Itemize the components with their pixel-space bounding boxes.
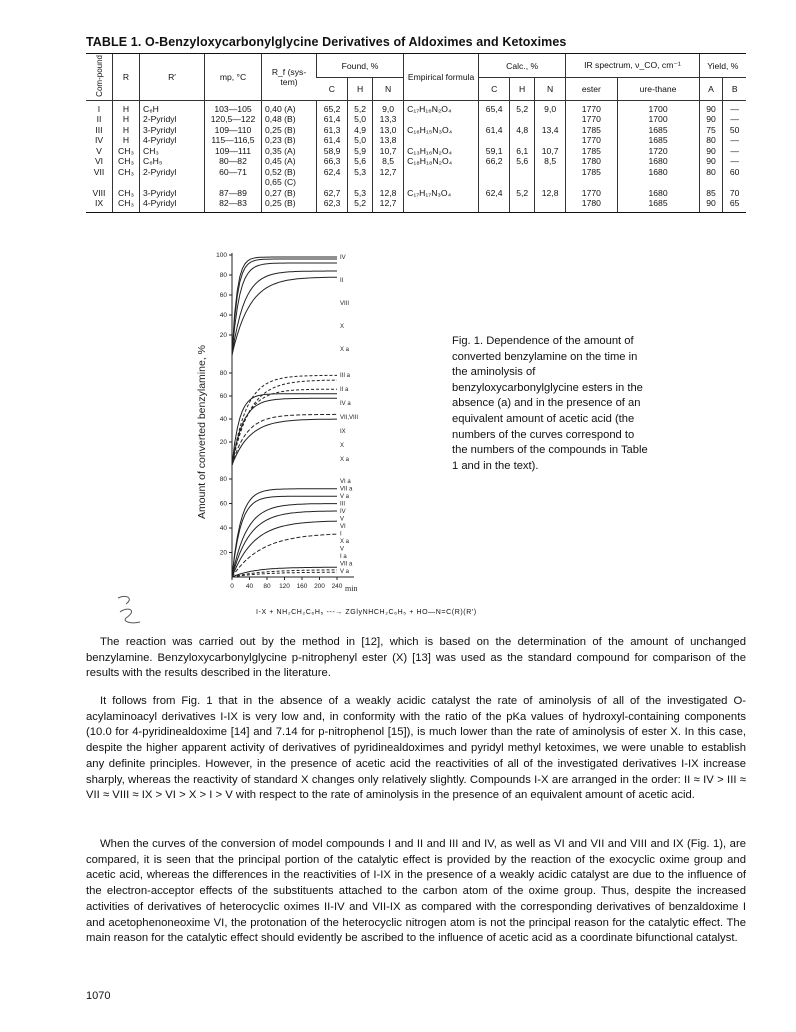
table-cell-cn: 10,7: [535, 146, 566, 157]
table-cell-r: CH₃: [113, 188, 140, 199]
derivatives-table: [86, 53, 746, 213]
figure-curve-label: I a: [340, 554, 347, 560]
table-cell-ure: 1685: [617, 125, 699, 136]
table-cell-mp: 103—105: [205, 100, 262, 114]
figure-x-tick-label: 240: [331, 583, 343, 590]
table-row: [86, 167, 746, 188]
table-cell-formula: [404, 135, 479, 146]
table-cell-ya: 90: [699, 100, 723, 114]
table-row: [86, 146, 746, 157]
table-cell-formula: [404, 198, 479, 212]
table-row: [86, 156, 746, 167]
figure-curve-label: X: [340, 324, 345, 330]
table-cell-ch: 6,1: [510, 146, 535, 157]
figure-curve-label: VII,VIII: [340, 415, 359, 421]
table-cell-fh: 5,2: [348, 198, 373, 212]
figure-x-tick-label: 160: [296, 583, 308, 590]
table-cell-ester: 1785: [566, 167, 617, 188]
table-cell-comp: III: [95, 124, 103, 135]
figure-curve: [232, 394, 337, 465]
table-cell-ure: 1685: [617, 198, 699, 212]
figure-curve-label: III: [340, 501, 346, 508]
table-cell-cc: 61,4: [479, 125, 510, 136]
table-cell-rf-alt: 0,65 (C): [265, 177, 297, 188]
table-cell-ya: 75: [699, 125, 723, 136]
table-cell-fh: 5,6: [348, 156, 373, 167]
table-title: TABLE 1. O-Benzyloxycarbonylglycine Derivatives of Aldoximes and Ketoximes: [86, 35, 567, 49]
table-cell-rf: 0,25 (B): [262, 198, 317, 212]
table-cell-fh: 5,9: [348, 146, 373, 157]
table-row: [86, 188, 746, 199]
col-yield-a: A: [699, 78, 723, 101]
table-cell-rf: 0,40 (A): [262, 100, 317, 114]
figure-y-tick-label: 20: [219, 439, 227, 446]
col-ester: ester: [566, 78, 617, 101]
table-cell-fn: 8,5: [372, 156, 403, 167]
table-cell-fc: 61,4: [317, 135, 348, 146]
table-cell-fh: 5,0: [348, 135, 373, 146]
figure-curve: [232, 380, 337, 465]
figure-curve-label: III a: [340, 373, 351, 379]
figure-curve: [232, 570, 337, 577]
figure-y-tick-label: 80: [219, 476, 227, 483]
figure-curve-label: II a: [340, 387, 349, 393]
table-cell-cc: [479, 114, 510, 125]
table-cell-r: CH₃: [113, 156, 140, 167]
figure-curve: [232, 389, 337, 465]
col-yield: Yield, %: [699, 54, 746, 78]
col-found-n: N: [372, 78, 403, 101]
figure-curve-label: V a: [340, 494, 350, 500]
table-cell-cc: 65,4: [479, 100, 510, 114]
table-cell-rp: 2-Pyridyl: [140, 167, 205, 188]
figure-curve-label: IV: [340, 509, 346, 515]
table-cell-ch: [510, 198, 535, 212]
paragraph-3: When the curves of the conversion of model compounds I and II and III and IV, as well as VI and VII and VIII and IX (Fig. 1), are compared, it is seen that the principal portion of the catalytic effect is provided by the reaction of the exocyclic oxime group and acetic acid, whereas the differences in the reactivities of I-IX in the presence of a weakly acidic catalyst are due to the influence of the electron-acceptor effects of the substituents attached to the carbon atom of the oxime group. Thus, despite the increased activities of derivatives of heterocyclic oximes II-IV and VII-IX as compared with the corresponding derivatives of benzaldoxime I and acetophenoneoxime VI, the protonation of the heterocyclic nitrogen atom is not the principal reason for the catalytic effect. The main reason for the catalytic effect should evidently be ascribed to the influence of acetic acid as a coordinate bifunctional catalyst.: [86, 838, 746, 945]
figure-curve-label: X a: [340, 539, 350, 545]
table-cell-r: H: [113, 125, 140, 136]
table-cell-mp: 109—110: [205, 125, 262, 136]
col-mp: mp, °C: [205, 54, 262, 101]
figure-curve: [232, 277, 337, 355]
table-cell-cc: 59,1: [479, 146, 510, 157]
table-row: [86, 100, 746, 114]
table-cell-rp: 3-Pyridyl: [140, 188, 205, 199]
figure-curve-label: II: [340, 278, 344, 284]
table-cell-comp: IV: [94, 135, 104, 146]
col-found-c: C: [317, 78, 348, 101]
table-cell-r: CH₃: [113, 167, 140, 188]
table-cell-fc: 61,4: [317, 114, 348, 125]
table-cell-ch: 5,2: [510, 188, 535, 199]
table-row: [86, 135, 746, 146]
table-cell-mp: 115—116,5: [205, 135, 262, 146]
table-row: [86, 198, 746, 212]
table-cell-comp: VIII: [92, 187, 106, 198]
table-cell-r: H: [113, 114, 140, 125]
table-cell-fh: 4,9: [348, 125, 373, 136]
table-cell-ester: 1780: [566, 198, 617, 212]
figure-y-tick-label: 80: [219, 370, 227, 377]
table-cell-yb: 60: [723, 167, 746, 188]
col-r-prime: R′: [140, 54, 205, 101]
table-cell-ya: 85: [699, 188, 723, 199]
table-cell-rf: 0,27 (B): [262, 188, 317, 199]
figure-y-tick-label: 20: [219, 332, 227, 339]
table-cell-fn: 12,8: [372, 188, 403, 199]
table-cell-ch: [510, 135, 535, 146]
page-number: 1070: [86, 990, 111, 1002]
table-cell-ya: 80: [699, 167, 723, 188]
figure-caption: Fig. 1. Dependence of the amount of converted benzylamine on the time in the aminolysis of benzyloxycarbonylglycine esters in the absence (a) and in the presence of an equivalent amount of acetic acid (the numbers of the curves correspond to the numbers of the compounds in Table 1 and in the text).: [452, 335, 648, 472]
table-cell-formula: C₁₇H₁₆N₂O₄: [404, 100, 479, 114]
table-cell-ya: 90: [699, 156, 723, 167]
table-cell-fn: 13,0: [372, 125, 403, 136]
table-cell-fn: 13,3: [372, 114, 403, 125]
table-cell-rp: 4-Pyridyl: [140, 135, 205, 146]
table-cell-fn: 10,7: [372, 146, 403, 157]
figure-curve: [232, 567, 337, 577]
table-cell-fn: 13,8: [372, 135, 403, 146]
col-urethane: ure-thane: [617, 78, 699, 101]
table-cell-ch: [510, 114, 535, 125]
col-found: Found, %: [317, 54, 404, 78]
table-cell-fc: 66,3: [317, 156, 348, 167]
table-cell-cn: [535, 135, 566, 146]
table-cell-fc: 61,3: [317, 125, 348, 136]
figure-curve: [232, 414, 337, 465]
figure-curve-label: V: [340, 516, 345, 523]
figure-curve: [232, 419, 337, 465]
table-cell-yb: 70: [723, 188, 746, 199]
table-cell-ester: 1785: [566, 146, 617, 157]
table-cell-formula: C₁₈H₁₈N₂O₄: [404, 156, 479, 167]
figure-x-tick-label: 200: [314, 583, 325, 590]
figure-ylabel: Amount of converted benzylamine, %: [196, 345, 208, 519]
table-cell-rp: 3-Pyridyl: [140, 125, 205, 136]
figure-y-tick-label: 60: [219, 500, 227, 508]
figure-y-tick-label: 60: [219, 292, 227, 299]
table-cell-ester: 1770: [566, 100, 617, 114]
figure-curve-label: VIII: [340, 301, 350, 307]
figure-curve: [232, 572, 337, 577]
paragraph-1: The reaction was carried out by the method in [12], which is based on the determination of the amount of unchanged benzylamine. Benzyloxycarbonylglycine p-nitrophenyl ester (X) [13] was used as the standard compound for comparison of the results with the results described in the literature.: [86, 636, 746, 680]
table-cell-ch: 5,2: [510, 100, 535, 114]
table-cell-cn: 9,0: [535, 100, 566, 114]
table-cell-ester: 1780: [566, 156, 617, 167]
figure-curve-label: V a: [340, 569, 350, 575]
figure-curve-label: VI: [340, 524, 346, 530]
table-cell-yb: —: [723, 135, 746, 146]
figure-curve: [232, 271, 337, 355]
table-cell-fh: 5,3: [348, 188, 373, 199]
table-cell-ya: 90: [699, 114, 723, 125]
table-cell-yb: —: [723, 146, 746, 157]
table-row: [86, 114, 746, 125]
col-calc-h: H: [510, 78, 535, 101]
figure-curve-label: V: [340, 546, 345, 553]
table-cell-mp: 120,5—122: [205, 114, 262, 125]
table-cell-rp: C₆H₅: [140, 156, 205, 167]
table-cell-ya: 80: [699, 135, 723, 146]
table-cell-comp: V: [96, 145, 102, 156]
figure-curve-label: X a: [340, 457, 350, 463]
figure-y-tick-label: 60: [219, 393, 227, 400]
figure-curve-label: I: [340, 531, 342, 538]
table-cell-fh: 5,2: [348, 100, 373, 114]
table-cell-rf: 0,25 (B): [262, 125, 317, 136]
figure-curve: [232, 257, 337, 355]
table-cell-yb: —: [723, 100, 746, 114]
table-cell-cc: 62,4: [479, 188, 510, 199]
figure-x-tick-label: 120: [279, 583, 290, 590]
table-cell-cn: [535, 114, 566, 125]
figure-curve-label: X a: [340, 347, 350, 353]
col-compound: Com-pound: [86, 54, 113, 101]
table-cell-formula: C₁₃H₁₆N₂O₄: [404, 146, 479, 157]
table-cell-cc: [479, 135, 510, 146]
table-cell-rp: C₆H: [140, 100, 205, 114]
table-cell-ch: 4,8: [510, 125, 535, 136]
col-yield-b: B: [723, 78, 746, 101]
paragraph-2: It follows from Fig. 1 that in the absence of a weakly acidic catalyst the rate of aminolysis of all of the investigated O-acylaminoacyl derivatives I-IX is very low and, in conformity with the ratio of the pKa values of hydroxyl-containing components (10.0 for 4-pyridinealdoxime [14] and 7.14 for p-nitrophenol [15]), is much lower than the rate of aminolysis of ester X. In this case, despite the higher apparent activity of derivatives of pyridinealdoximes and pyridyl methyl ketoximes, we were unable to establish any definite principles. However, in the presence of acetic acid the reactivities of all of the investigated derivatives I-IX increase sharply, whereas the reactivity of standard X changes only relatively slightly. Compounds I-X are arranged in the order: II ≈ IV > III ≈ VII ≈ VIII ≈ IX > VI > X > I > V with respect to the rate of aminolysis in the presence of an equivalent amount of acetic acid.: [86, 695, 746, 802]
table-cell-cn: [535, 198, 566, 212]
table-cell-ya: 90: [699, 146, 723, 157]
table-cell-rp: 4-Pyridyl: [140, 198, 205, 212]
table-cell-fn: 12,7: [372, 198, 403, 212]
table-cell-r: H: [113, 135, 140, 146]
figure-curve-label: VII a: [340, 486, 353, 493]
table-cell-comp: IX: [86, 198, 113, 212]
table-cell-rf: 0,35 (A): [262, 146, 317, 157]
figure-curve-label: IV a: [340, 401, 351, 407]
table-cell-ure: 1700: [617, 100, 699, 114]
table-cell-ester: 1770: [566, 135, 617, 146]
table-cell-ch: 5,6: [510, 156, 535, 167]
table-cell-mp: 87—89: [205, 188, 262, 199]
table-cell-fc: 62,7: [317, 188, 348, 199]
table-cell-fc: 65,2: [317, 100, 348, 114]
table-cell-ure: 1720: [617, 146, 699, 157]
col-found-h: H: [348, 78, 373, 101]
table-cell-comp: VII: [93, 166, 105, 177]
reaction-equation: [256, 603, 586, 627]
table-cell-rf: [262, 167, 317, 188]
table-cell-fn: 12,7: [372, 167, 403, 188]
col-ir: IR spectrum, ν_CO, cm⁻¹: [566, 54, 699, 78]
table-cell-fc: 62,3: [317, 198, 348, 212]
table-cell-ester: 1770: [566, 188, 617, 199]
table-cell-ure: 1680: [617, 167, 699, 188]
table-cell-yb: 65: [723, 198, 746, 212]
table-cell-ure: 1680: [617, 188, 699, 199]
figure-y-tick-label: 40: [219, 525, 227, 532]
table-cell-cc: [479, 167, 510, 188]
table-cell-ure: 1685: [617, 135, 699, 146]
figure-x-tick-label: 40: [245, 583, 254, 590]
table-cell-cc: 66,2: [479, 156, 510, 167]
table-cell-ch: [510, 167, 535, 188]
table-cell-rf-main: 0,52 (B): [265, 166, 296, 177]
col-rf: R_f (sys-tem): [262, 54, 317, 101]
table-cell-mp: 80—82: [205, 156, 262, 167]
table-cell-ure: 1680: [617, 156, 699, 167]
figure-y-tick-label: 40: [219, 312, 227, 319]
figure-y-tick-label: 80: [219, 272, 227, 279]
table-cell-ester: 1770: [566, 114, 617, 125]
table-cell-r: H: [113, 100, 140, 114]
col-calc-c: C: [479, 78, 510, 101]
col-calc: Calc., %: [479, 54, 566, 78]
col-calc-n: N: [535, 78, 566, 101]
table-cell-cn: 12,8: [535, 188, 566, 199]
figure-curve-label: IV: [340, 255, 346, 261]
table-cell-yb: —: [723, 114, 746, 125]
table-cell-cn: 8,5: [535, 156, 566, 167]
table-cell-formula: C₁₇H₁₇N₃O₄: [404, 188, 479, 199]
table-cell-r: CH₃: [113, 198, 140, 212]
table-cell-rf: 0,48 (B): [262, 114, 317, 125]
table-cell-yb: —: [723, 156, 746, 167]
table-cell-comp: II: [96, 114, 102, 125]
table-cell-rf: 0,45 (A): [262, 156, 317, 167]
figure-y-tick-label: 100: [216, 252, 227, 259]
table-cell-mp: 82—83: [205, 198, 262, 212]
table-cell-fh: 5,0: [348, 114, 373, 125]
table-cell-ya: 90: [699, 198, 723, 212]
table-cell-fn: 9,0: [372, 100, 403, 114]
figure-x-tick-label: 0: [230, 583, 234, 590]
table-cell-ester: 1785: [566, 125, 617, 136]
figure-x-tick-label: 80: [263, 583, 271, 590]
table-cell-formula: [404, 167, 479, 188]
table-cell-mp: 109—111: [205, 146, 262, 157]
table-cell-mp: 60—71: [205, 167, 262, 188]
figure-curve-label: IX: [340, 429, 346, 435]
table-row: [86, 125, 746, 136]
figure-y-tick-label: 40: [219, 416, 227, 423]
table-cell-fc: 58,9: [317, 146, 348, 157]
table-cell-cc: [479, 198, 510, 212]
figure-curve-label: VII a: [340, 561, 353, 568]
figure-curve: [232, 489, 337, 577]
table-cell-formula: [404, 114, 479, 125]
table-cell-yb: 50: [723, 125, 746, 136]
table-cell-cn: [535, 167, 566, 188]
figure-curve-label: X: [340, 443, 345, 449]
table-cell-rp: 2-Pyridyl: [140, 114, 205, 125]
table-cell-fc: 62,4: [317, 167, 348, 188]
figure-xunit: min: [345, 584, 358, 593]
table-cell-r: CH₃: [113, 146, 140, 157]
pen-mark: [112, 592, 146, 628]
table-cell-comp: VI: [94, 156, 104, 167]
figure-curve: [232, 496, 337, 577]
col-r: R: [113, 54, 140, 101]
table-cell-cn: 13,4: [535, 125, 566, 136]
figure-curve-label: VI a: [340, 479, 351, 485]
table-cell-rf: 0,23 (B): [262, 135, 317, 146]
table-cell-fh: 5,3: [348, 167, 373, 188]
reaction-equation-text: I-X + NH₂CH₂C₆H₅ ---→ ZGlyNHCH₂C₆H₅ + HO—N=C(R)(R′): [256, 609, 477, 616]
table-cell-rp: CH₃: [140, 146, 205, 157]
col-empirical: Empirical formula: [404, 54, 479, 101]
table-cell-formula: C₁₆H₁₅N₃O₄: [404, 125, 479, 136]
table-cell-comp: I: [97, 103, 101, 114]
table-cell-ure: 1700: [617, 114, 699, 125]
figure-y-tick-label: 20: [219, 549, 227, 557]
